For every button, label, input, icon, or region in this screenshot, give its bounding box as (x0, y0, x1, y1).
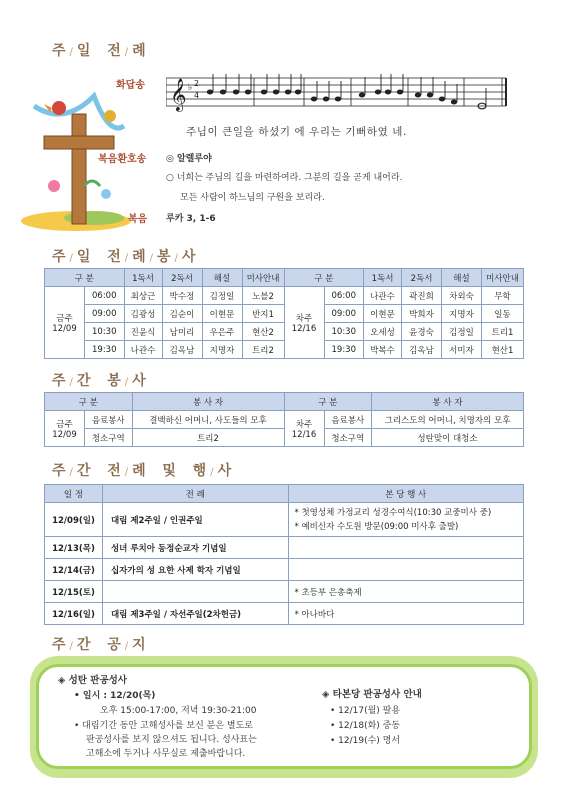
table-cell: 박복수 (364, 341, 402, 359)
header-reading2: 2독서 (402, 269, 442, 287)
ministry-table (44, 268, 524, 359)
table-cell: 우은주 (202, 323, 242, 341)
table-cell: 김옥남 (162, 341, 202, 359)
table-cell: 곽진희 (402, 287, 442, 305)
notice-left-line: 판공성사를 보지 않으셔도 됩니다. 성사표는 (86, 735, 257, 745)
header-volunteers: 봉 사 자 (132, 393, 284, 411)
table-cell: 박희자 (402, 305, 442, 323)
group-this-week: 금주 12/09 (45, 411, 85, 447)
event-parish (288, 581, 523, 603)
table-cell: 이현문 (364, 305, 402, 323)
table-cell: 음료봉사 (324, 411, 372, 429)
event-date: 12/14(금) (45, 559, 103, 581)
table-cell: 트리2 (132, 429, 284, 447)
table-cell: 그리스도의 어머니, 치명자의 모후 (372, 411, 524, 429)
notice-left-line: 오후 15:00-17:00, 저녁 19:30-21:00 (100, 706, 257, 716)
header-reading1: 1독서 (124, 269, 162, 287)
group-next-week: 차주 12/16 (284, 411, 324, 447)
table-cell: 현산2 (242, 323, 284, 341)
table-cell: 윤경숙 (402, 323, 442, 341)
table-cell: 무학 (482, 287, 524, 305)
table-cell: 트리2 (242, 341, 284, 359)
event-item: * 아나바다 (294, 609, 335, 620)
notice-left-line: 고해소에 두거나 사무실로 제출바랍니다. (86, 749, 246, 759)
table-cell: 일동 (482, 305, 524, 323)
table-cell: 지명자 (202, 341, 242, 359)
table-cell: 오세성 (364, 323, 402, 341)
header-gubun: 구 분 (284, 269, 364, 287)
table-cell: 김정일 (202, 287, 242, 305)
header-mass-guide: 미사안내 (242, 269, 284, 287)
header-mass-guide: 미사안내 (482, 269, 524, 287)
gospel-reference: 루카 3, 1-6 (166, 214, 216, 224)
table-cell: 09:00 (324, 305, 364, 323)
notice-right-line: • 12/19(수) 명서 (330, 736, 401, 746)
notice-left-title: ◈ 성탄 판공성사 (58, 675, 127, 686)
table-cell: 나관수 (124, 341, 162, 359)
table-cell: 노블2 (242, 287, 284, 305)
header-commentary: 해설 (442, 269, 482, 287)
header-gubun: 구 분 (284, 393, 372, 411)
table-cell: 차외숙 (442, 287, 482, 305)
section-title-weekly-service: 주 / 간 봉 / 사 (52, 373, 147, 389)
header-gubun: 구 분 (45, 269, 125, 287)
header-liturgy: 전 례 (102, 485, 288, 503)
section-title-liturgy: 주 / 일 전 / 례 (52, 43, 147, 59)
notice-right-title: ◈ 타본당 판공성사 안내 (322, 689, 422, 700)
header-reading2: 2독서 (162, 269, 202, 287)
weekly-service-table (44, 392, 524, 447)
table-cell: 지명자 (442, 305, 482, 323)
notice-left-line: • 대림기간 동안 고해성사를 보신 분은 별도로 (74, 721, 253, 731)
table-cell: 19:30 (85, 341, 125, 359)
svg-text:2: 2 (194, 79, 200, 88)
header-date: 일 정 (45, 485, 103, 503)
event-liturgy: 대림 제2주일 / 인권주일 (102, 503, 288, 537)
table-cell: 청소구역 (324, 429, 372, 447)
svg-text:𝄞: 𝄞 (170, 78, 187, 111)
table-cell: 청소구역 (85, 429, 133, 447)
table-cell: 나관수 (364, 287, 402, 305)
table-row (45, 581, 524, 603)
header-commentary: 해설 (202, 269, 242, 287)
music-staff (166, 68, 511, 120)
acclamation-verse-1: ○ 너희는 주님의 길을 마련하여라. 그분의 길을 곧게 내어라. (166, 173, 403, 183)
table-cell: 성탄맞이 대청소 (372, 429, 524, 447)
table-cell: 09:00 (85, 305, 125, 323)
table-cell: 최상근 (124, 287, 162, 305)
section-title-events: 주 / 간 전 / 례 및 행 / 사 (52, 463, 233, 479)
table-cell: 서미자 (442, 341, 482, 359)
event-date: 12/13(목) (45, 537, 103, 559)
header-parish-events: 본 당 행 사 (288, 485, 523, 503)
acclamation-verse-2: 모든 사람이 하느님의 구원을 보리라. (180, 193, 325, 203)
event-liturgy: 성녀 루치아 동정순교자 기념일 (102, 537, 288, 559)
table-row (45, 503, 524, 537)
table-row (45, 287, 524, 305)
table-cell: 결백하신 어머니, 사도들의 모후 (132, 411, 284, 429)
event-item: * 예비신자 수도원 방문(09:00 미사후 출발) (294, 521, 459, 532)
table-cell: 트리1 (482, 323, 524, 341)
table-row (45, 537, 524, 559)
notice-right-line: • 12/18(화) 중동 (330, 721, 401, 731)
table-cell: 06:00 (324, 287, 364, 305)
alleluia-text: ◎ 알렐루야 (166, 154, 212, 164)
table-cell: 김순이 (162, 305, 202, 323)
event-item: * 첫영성체 가정교리 성경수여식(10:30 교중미사 중) (294, 507, 492, 518)
header-gubun: 구 분 (45, 393, 133, 411)
table-cell: 김옥남 (402, 341, 442, 359)
table-cell: 현산1 (482, 341, 524, 359)
table-cell: 반지1 (242, 305, 284, 323)
table-cell: 박수정 (162, 287, 202, 305)
group-this-week: 금주 12/09 (45, 287, 85, 359)
header-reading1: 1독서 (364, 269, 402, 287)
svg-text:4: 4 (194, 91, 200, 100)
table-cell: 06:00 (85, 287, 125, 305)
table-cell: 김광성 (124, 305, 162, 323)
table-cell: 음료봉사 (85, 411, 133, 429)
events-table (44, 484, 524, 625)
event-date: 12/15(토) (45, 581, 103, 603)
table-cell: 이현문 (202, 305, 242, 323)
table-cell: 10:30 (85, 323, 125, 341)
event-parish (288, 503, 523, 537)
event-date: 12/09(일) (45, 503, 103, 537)
table-cell: 진윤식 (124, 323, 162, 341)
hwadap-lyric: 주님이 큰일을 하셨기 에 우리는 기뻐하였 네. (186, 126, 407, 138)
event-liturgy: 십자가의 성 요한 사제 학자 기념일 (102, 559, 288, 581)
notice-right-line: • 12/17(월) 팔용 (330, 706, 401, 716)
section-title-ministry: 주 / 일 전 / 례 / 봉 / 사 (52, 249, 197, 265)
hwadap-label: 화답송 (116, 80, 145, 91)
event-parish (288, 603, 523, 625)
notice-left-line: • 일시 : 12/20(목) (74, 691, 156, 701)
header-volunteers: 봉 사 자 (372, 393, 524, 411)
section-title-notice: 주 / 간 공 / 지 (52, 637, 147, 653)
event-liturgy: 대림 제3주일 / 자선주일(2차헌금) (102, 603, 288, 625)
table-row (45, 603, 524, 625)
table-cell: 19:30 (324, 341, 364, 359)
table-cell: 김정일 (442, 323, 482, 341)
table-cell: 남미리 (162, 323, 202, 341)
event-parish (288, 537, 523, 559)
gospel-label: 복음 (128, 214, 148, 225)
event-item: * 초등부 은총축제 (294, 587, 362, 598)
event-liturgy (102, 581, 288, 603)
event-parish (288, 559, 523, 581)
table-cell: 10:30 (324, 323, 364, 341)
group-next-week: 차주 12/16 (284, 287, 324, 359)
svg-text:♭: ♭ (188, 83, 193, 93)
table-row (45, 411, 524, 429)
event-date: 12/16(일) (45, 603, 103, 625)
table-row (45, 559, 524, 581)
acclamation-label: 복음환호송 (98, 154, 147, 165)
